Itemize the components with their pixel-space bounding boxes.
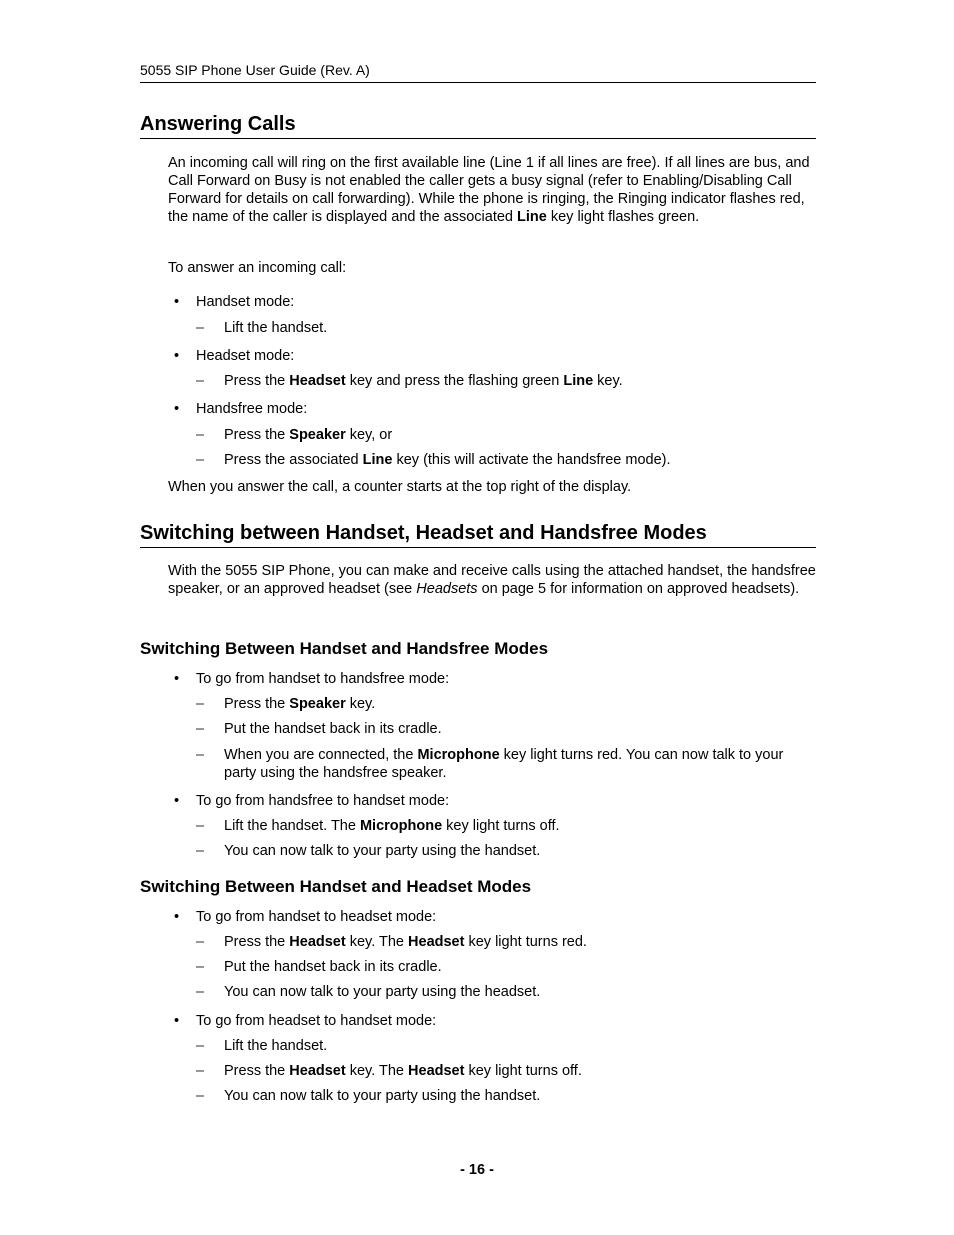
section-heading-answering-calls: Answering Calls xyxy=(140,112,816,139)
answering-outro-text: When you answer the call, a counter starts at the top right of the display. xyxy=(168,479,632,495)
document-page: 5055 SIP Phone User Guide (Rev. A) Answering Calls An incoming call will ring on the first available line (Line 1 if all lines are free). If all lines are bus, and Call Forward on Busy is not enabled the caller gets a busy signal (refer to Enabling/Disabling Call Forward for details on call forwarding). While the phone is ringing, the Ringing indicator flashes red, the name of the caller is displayed and the associated Line key light flashes green. To answer an incoming call: • Handset mode: – Lift the handset. • Headset mode: – Press the Headset key and press the flashing green Line key. • Handsfree mode: – Press the Speaker key, or – Press the associated Line key (this will activate the handsfree mode). When you answer the call, a counter starts at the top right of the display. Switching between Handset, Headset and Handsfree Modes With the 5055 SIP Phone, you can make and receive calls using the attached handset, the handsfree speaker, or an approved headset (see Headsets on page 5 for information on approved headsets). Switching Between Handset and Handsfree Modes • To go from handset to handsfree mode: – Press the Speaker key. – Put the handset back in its cradle. – When you are connected, the Microphone key light turns red. You can now talk to your party using the handsfree speaker. • To go from handsfree to handset mode: – Lift the handset. The Microphone key light turns off. – You can now talk to your party using the handset. Switching Between Handset and Headset Modes • To go from handset to headset mode: – Press the Headset key. The Headset key light turns red. – Put the handset back in its cradle. – You can now talk to your party using the headset. • To go from headset to handset mode: – Lift the handset. – Press the Headset key. The Headset key light turns off. – You can now talk to your party using the handset. - 16 - xyxy=(0,0,954,1235)
subsection-heading-handset-handsfree: Switching Between Handset and Handsfree Modes xyxy=(140,639,549,658)
answering-intro-paragraph: An incoming call will ring on the first available line (Line 1 if all lines are free). If all lines are bus, and Call Forward on Busy is not enabled the caller gets a busy signal (refer to Enabling/Disabling Call Forward for details on call forwarding). While the phone is ringing, the Ringing indicator flashes red, the name of the caller is displayed and the associated Line key light flashes green. xyxy=(168,155,810,225)
page-number: - 16 - xyxy=(460,1162,494,1178)
answering-lead-text: To answer an incoming call: xyxy=(168,260,347,276)
section-heading-switching-modes: Switching between Handset, Headset and Handsfree Modes xyxy=(140,521,816,548)
subsection-heading-handset-headset: Switching Between Handset and Headset Modes xyxy=(140,877,532,896)
switching-intro-paragraph: With the 5055 SIP Phone, you can make and receive calls using the attached handset, the handsfree speaker, or an approved headset (see Headsets on page 5 for information on approved headsets). xyxy=(168,563,816,597)
running-header: 5055 SIP Phone User Guide (Rev. A) xyxy=(140,62,816,83)
